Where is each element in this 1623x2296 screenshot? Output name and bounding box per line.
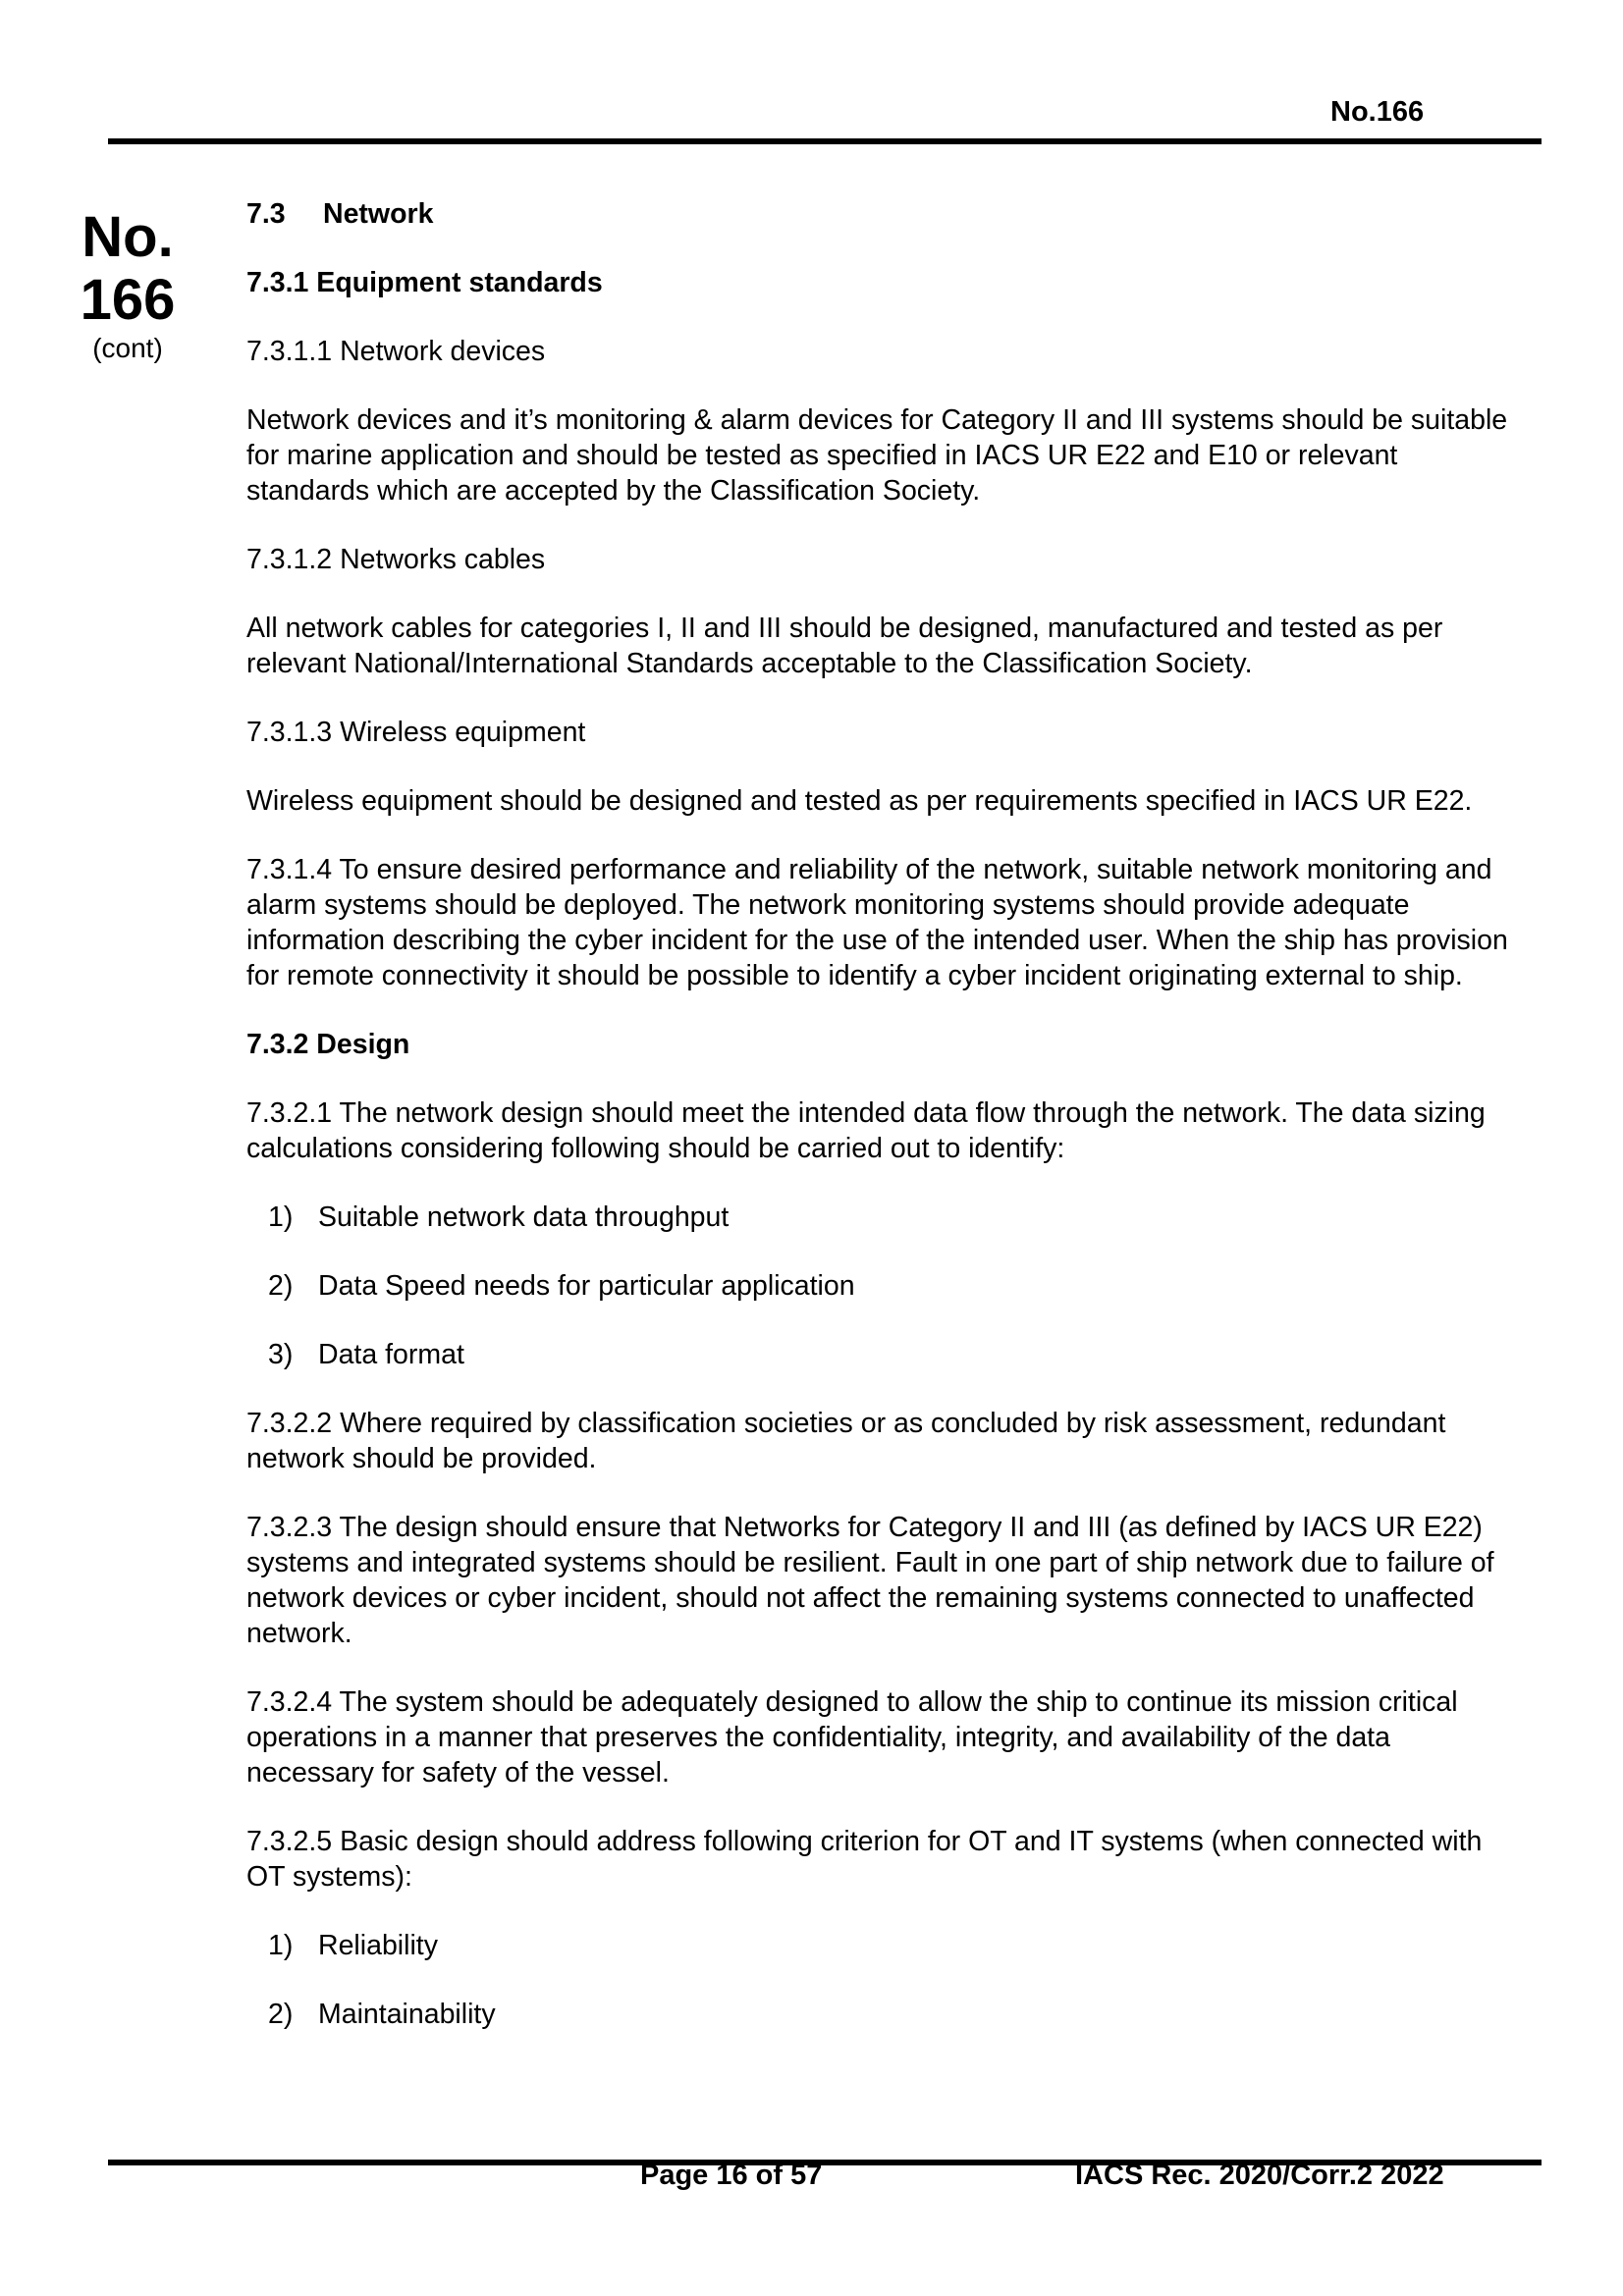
header-doc-number: No.166 <box>1330 96 1425 128</box>
paragraph-7-3-2-2: 7.3.2.2 Where required by classification societies or as concluded by risk assessment, redundant network should be provided. <box>246 1408 1446 1474</box>
list-item-text: Maintainability <box>318 1999 496 2030</box>
list-item-text: Reliability <box>318 1930 438 1961</box>
subsection-title-7-3-1-1: 7.3.1.1 Network devices <box>246 336 546 367</box>
paragraph-7-3-1-4: 7.3.1.4 To ensure desired performance and reliability of the network, suitable network monitoring and alarm systems should be deployed. The network monitoring systems should provide adequate information describing the cyber incident for the use of the intended user. When the ship has provision for remote connectivity it should be possible to identify a cyber incident originating external to ship. <box>246 854 1508 991</box>
list-item <box>246 1928 1513 1963</box>
paragraph-7-3-1-1: Network devices and it’s monitoring & alarm devices for Category II and III systems should be suitable for marine application and should be tested as specified in IACS UR E22 and E10 or relevant standards which are accepted by the Classification Society. <box>246 404 1508 507</box>
section-heading-7-3 <box>246 196 1513 232</box>
list-item-text: Data Speed needs for particular application <box>318 1270 855 1302</box>
paragraph-7-3-2-1: 7.3.2.1 The network design should meet the intended data flow through the network. The data sizing calculations considering following should be carried out to identify: <box>246 1097 1486 1164</box>
section-heading-7-3-1: 7.3.1 Equipment standards <box>246 267 603 298</box>
side-tab-line3: (cont) <box>92 333 163 363</box>
header-rule <box>108 138 1542 144</box>
list-item-number: 1) <box>268 1201 294 1233</box>
side-tab-line1: No. <box>81 205 174 269</box>
subsection-title-7-3-1-3: 7.3.1.3 Wireless equipment <box>246 717 586 748</box>
paragraph-7-3-2-3: 7.3.2.3 The design should ensure that Networks for Category II and III (as defined by IACS UR E22) systems and integrated systems should be resilient. Fault in one part of ship network due to failure of network devices or cyber incident, should not affect the remaining systems connected to unaffected network. <box>246 1512 1494 1649</box>
paragraph-7-3-2-4: 7.3.2.4 The system should be adequately designed to allow the ship to continue its mission critical operations in a manner that preserves the confidentiality, integrity, and availability of the data necessary for safety of the vessel. <box>246 1686 1458 1789</box>
subsection-title-7-3-1-2: 7.3.1.2 Networks cables <box>246 544 546 575</box>
list-item-number: 1) <box>268 1930 294 1961</box>
section-title: Network <box>323 198 434 230</box>
side-tab-line2: 166 <box>80 268 176 332</box>
list-item <box>246 1268 1513 1304</box>
list-item <box>246 1337 1513 1372</box>
paragraph-7-3-1-2: All network cables for categories I, II and III should be designed, manufactured and tested as per relevant National/International Standards acceptable to the Classification Society. <box>246 613 1443 679</box>
list-item <box>246 1200 1513 1235</box>
list-item-text: Data format <box>318 1339 464 1370</box>
footer-doc-reference: IACS Rec. 2020/Corr.2 2022 <box>1075 2160 1444 2191</box>
footer-page-number: Page 16 of 57 <box>640 2160 823 2191</box>
list-item-number: 3) <box>268 1339 294 1370</box>
section-heading-7-3-2: 7.3.2 Design <box>246 1029 410 1060</box>
list-item-text: Suitable network data throughput <box>318 1201 730 1233</box>
list-item-number: 2) <box>268 1270 294 1302</box>
paragraph-7-3-2-5: 7.3.2.5 Basic design should address following criterion for OT and IT systems (when connected with OT systems): <box>246 1826 1483 1893</box>
side-tab <box>69 206 187 365</box>
section-number: 7.3 <box>246 198 286 230</box>
paragraph-7-3-1-3: Wireless equipment should be designed and tested as per requirements specified in IACS UR E22. <box>246 785 1473 817</box>
document-body <box>246 196 1513 2065</box>
list-item-number: 2) <box>268 1999 294 2030</box>
list-item <box>246 1997 1513 2032</box>
